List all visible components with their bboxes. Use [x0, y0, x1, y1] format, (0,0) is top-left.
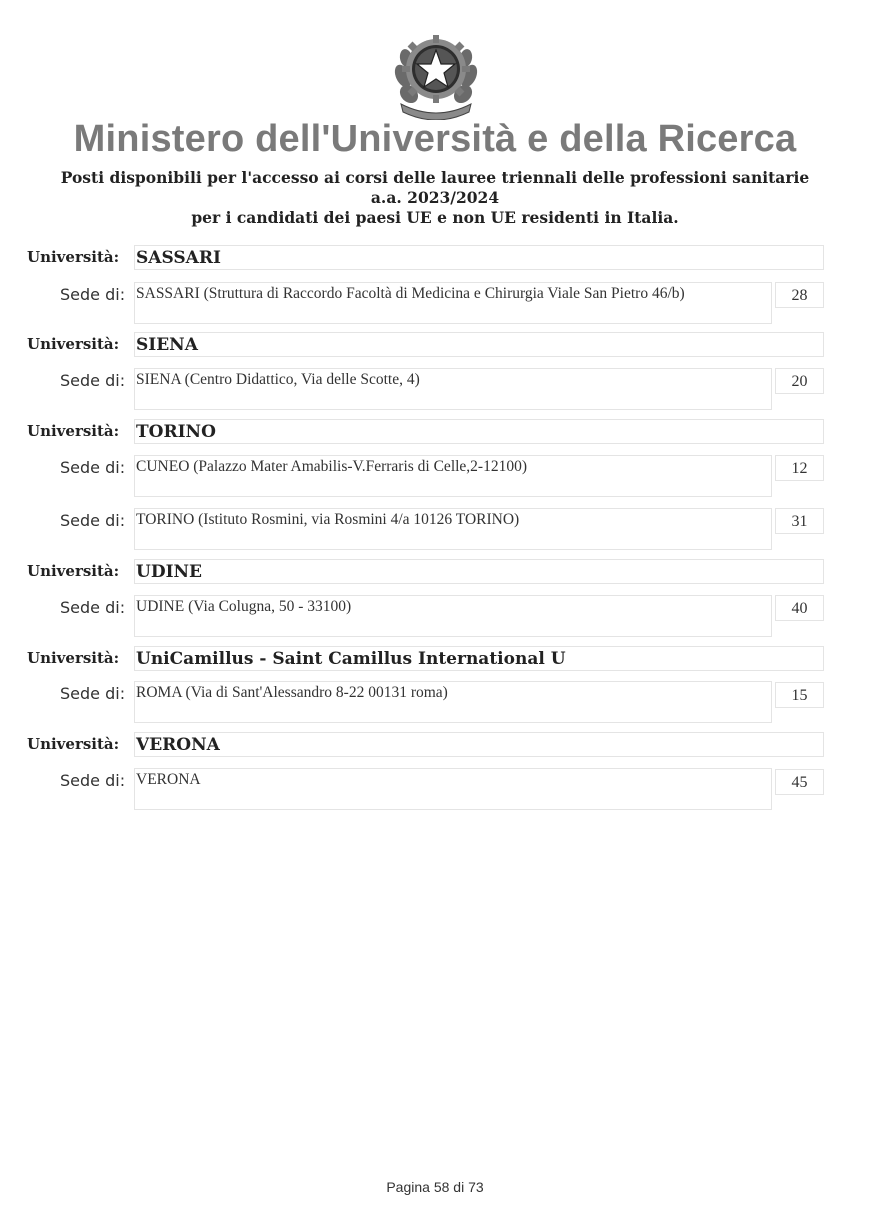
ministry-title: Ministero dell'Università e della Ricerca: [73, 118, 797, 160]
sede-location: TORINO (Istituto Rosmini, via Rosmini 4/a 10126 TORINO): [134, 508, 772, 550]
university-name: SIENA: [134, 332, 824, 357]
sede-location: ROMA (Via di Sant'Alessandro 8-22 00131 roma): [134, 681, 772, 723]
subtitle-line-2: a.a. 2023/2024: [370, 188, 500, 207]
university-name: TORINO: [134, 419, 824, 444]
subtitle-line-1: Posti disponibili per l'accesso ai corsi delle lauree triennali delle professioni sanitarie: [60, 168, 810, 187]
sede-label: Sede di:: [60, 511, 126, 530]
available-places: 31: [775, 508, 824, 534]
sede-label: Sede di:: [60, 371, 126, 390]
available-places: 12: [775, 455, 824, 481]
sede-label: Sede di:: [60, 285, 126, 304]
sede-label: Sede di:: [60, 684, 126, 703]
university-label: Università:: [27, 735, 120, 753]
university-label: Università:: [27, 248, 120, 266]
university-name: VERONA: [134, 732, 824, 757]
university-label: Università:: [27, 335, 120, 353]
sede-label: Sede di:: [60, 598, 126, 617]
university-name: UDINE: [134, 559, 824, 584]
sede-location: SASSARI (Struttura di Raccordo Facoltà di Medicina e Chirurgia Viale San Pietro 46/b): [134, 282, 772, 324]
page-number: Pagina 58 di 73: [386, 1179, 484, 1195]
italian-republic-emblem-icon: [389, 24, 483, 120]
available-places: 28: [775, 282, 824, 308]
university-label: Università:: [27, 422, 120, 440]
university-name: UniCamillus - Saint Camillus International U: [134, 646, 824, 671]
available-places: 45: [775, 769, 824, 795]
document-subtitle: [0, 168, 870, 228]
university-name: SASSARI: [134, 245, 824, 270]
university-label: Università:: [27, 562, 120, 580]
available-places: 40: [775, 595, 824, 621]
university-label: Università:: [27, 649, 120, 667]
sede-location: CUNEO (Palazzo Mater Amabilis-V.Ferraris di Celle,2-12100): [134, 455, 772, 497]
sede-label: Sede di:: [60, 458, 126, 477]
sede-location: UDINE (Via Colugna, 50 - 33100): [134, 595, 772, 637]
available-places: 15: [775, 682, 824, 708]
sede-location: VERONA: [134, 768, 772, 810]
subtitle-line-3: per i candidati dei paesi UE e non UE residenti in Italia.: [191, 208, 679, 227]
available-places: 20: [775, 368, 824, 394]
sede-location: SIENA (Centro Didattico, Via delle Scotte, 4): [134, 368, 772, 410]
sede-label: Sede di:: [60, 771, 126, 790]
